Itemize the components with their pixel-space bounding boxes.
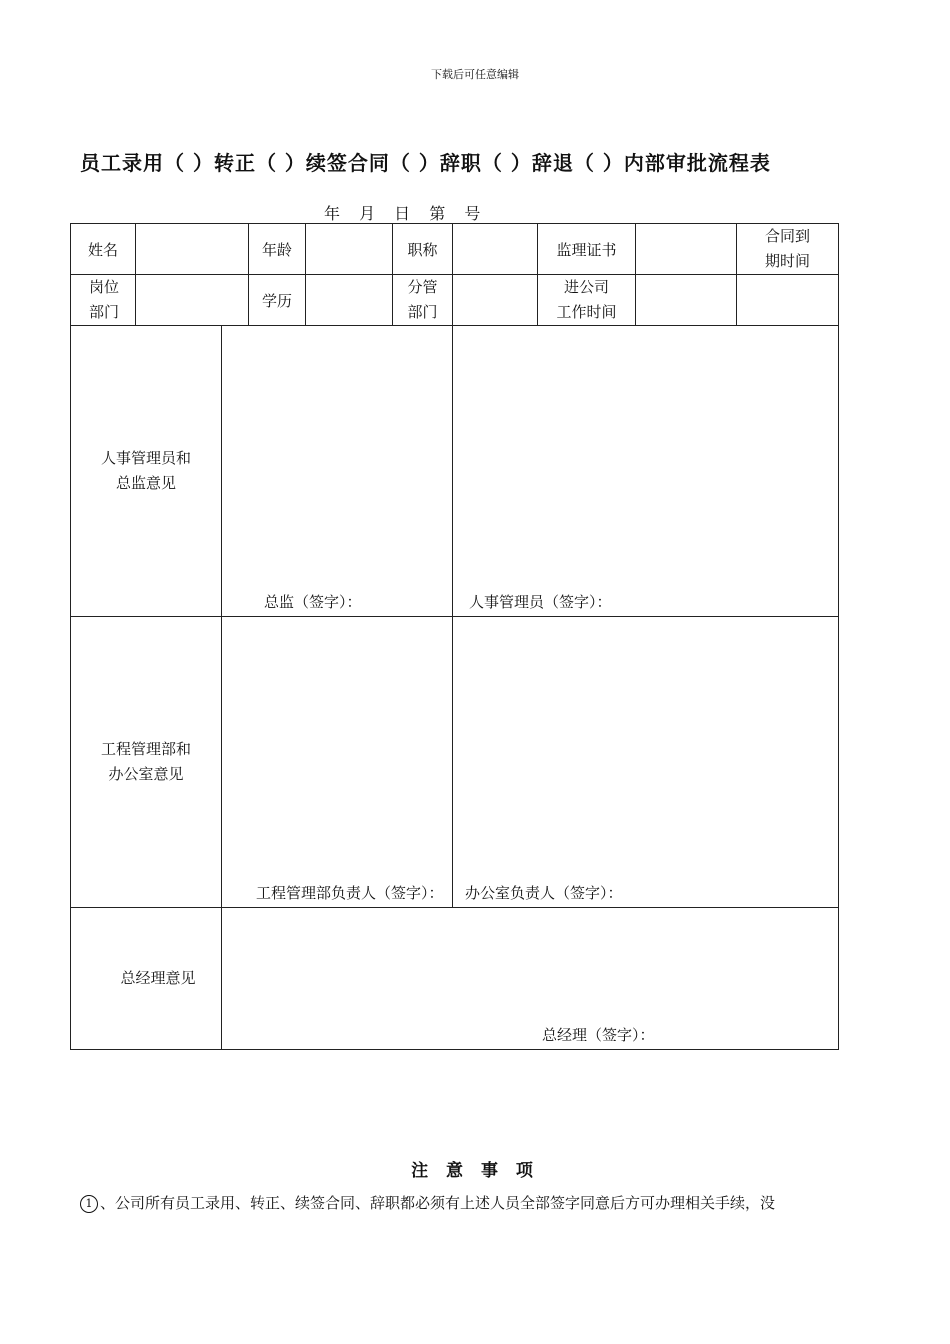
note-item-1-number: 1 [80,1195,98,1213]
office-opinion-field[interactable] [453,617,839,908]
age-field[interactable] [306,224,393,274]
contract-end-label-line2: 期时间 [765,252,811,270]
join-date-field[interactable] [636,275,737,326]
contract-end-field[interactable] [737,275,839,326]
title-label: 职称 [407,240,438,259]
cert-field[interactable] [636,224,737,275]
name-label: 姓名 [71,224,136,275]
header-note: 下载后可任意编辑 [431,68,519,81]
contract-end-label [737,224,839,275]
contract-end-label-line1: 合同到 [765,227,811,245]
note-item-1-text: 、公司所有员工录用、转正、续签合同、辞职都必须有上述人员全部签字同意后方可办理相关手续，没 [100,1194,776,1212]
branch-dept-label-line2: 部门 [407,303,438,321]
engineering-office-opinion-label [71,617,222,908]
title-cert-cell [453,224,636,275]
director-opinion-field[interactable] [222,326,453,617]
age-label: 年龄 [249,224,306,275]
director-signature-label: 总监（签字）： [264,593,362,611]
join-date-label [538,275,635,325]
post-dept-label [71,275,136,326]
general-manager-signature-label: 总经理（签字）： [542,1026,655,1044]
cert-label: 监理证书 [556,240,617,259]
edu-branch-cell [306,275,453,326]
name-field[interactable] [136,224,249,275]
hr-opinion-field[interactable] [453,326,839,617]
hr-director-label-line2: 总监意见 [115,474,176,492]
engineering-office-label-line2: 办公室意见 [108,765,184,783]
general-manager-label-text: 总经理意见 [120,969,196,987]
engineering-office-opinion-row [71,617,839,908]
hr-signature-label: 人事管理员（签字）： [469,593,612,611]
engineering-office-label-line1: 工程管理部和 [100,740,191,758]
branch-dept-label [393,275,452,325]
hr-director-opinion-row [71,326,839,617]
general-manager-opinion-label [71,908,222,1050]
age-title-cell [306,224,453,275]
join-date-label-line2: 工作时间 [556,303,617,321]
hr-director-opinion-label [71,326,222,617]
note-item-1 [80,1192,775,1213]
form-title: 员工录用（ ）转正（ ）续签合同（ ）辞职（ ）辞退（ ）内部审批流程表 [80,151,771,175]
education-label: 学历 [249,275,306,326]
branch-dept-field[interactable] [453,275,538,325]
post-dept-field[interactable] [136,275,249,326]
approval-form-table [70,223,839,1050]
branch-join-cell [453,275,636,326]
post-dept-label-line2: 部门 [89,303,120,321]
notes-title: 注 意 事 项 [411,1161,539,1181]
hr-director-label-line1: 人事管理员和 [100,449,191,467]
branch-dept-label-line1: 分管 [407,278,438,296]
general-manager-opinion-field[interactable] [222,908,839,1050]
general-manager-opinion-row [71,908,839,1050]
title-field[interactable] [453,224,538,274]
engineering-signature-label: 工程管理部负责人（签字）： [256,884,444,902]
basic-info-row-1 [71,224,839,275]
office-signature-label: 办公室负责人（签字）： [465,884,623,902]
basic-info-row-2 [71,275,839,326]
date-number-line: 年 月 日 第 号 [324,204,481,223]
education-field[interactable] [306,275,393,325]
engineering-opinion-field[interactable] [222,617,453,908]
post-dept-label-line1: 岗位 [89,278,120,296]
join-date-label-line1: 进公司 [564,278,610,296]
